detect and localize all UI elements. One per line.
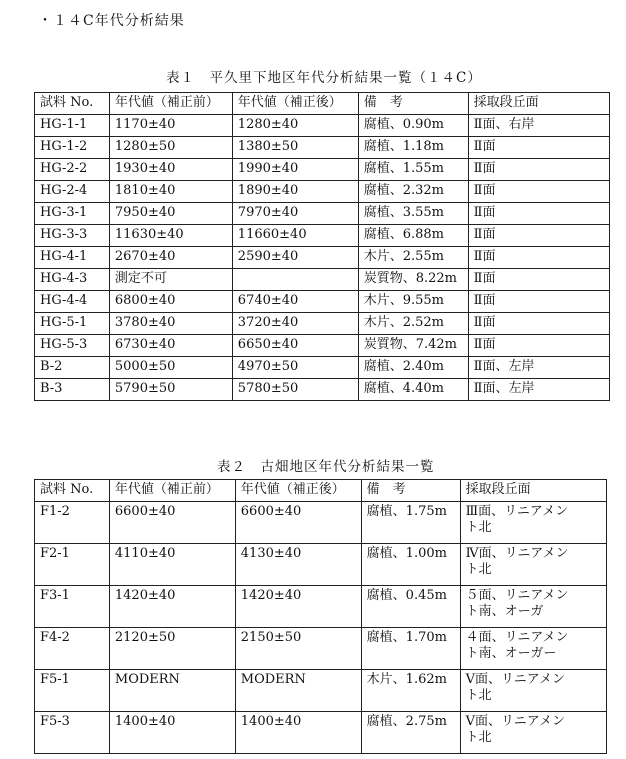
table-cell: 腐植、1.70m (361, 628, 460, 670)
column-header: 年代値（補正前） (109, 480, 235, 502)
table-cell: 木片、1.62m (361, 670, 460, 712)
table-cell: 測定不可 (109, 269, 232, 291)
table-cell: HG-5-1 (35, 313, 110, 335)
table-cell: 1810±40 (109, 181, 232, 203)
table-cell: HG-5-3 (35, 335, 110, 357)
terrace-line-2: ト南、オーガー (465, 646, 557, 661)
table-cell: F5-1 (35, 670, 110, 712)
table-cell: Ⅱ面 (468, 159, 609, 181)
table-cell: 腐植、6.88m (358, 225, 468, 247)
table-row (35, 115, 610, 137)
table-row (35, 159, 610, 181)
table-row (35, 247, 610, 269)
column-header: 年代値（補正後） (235, 480, 361, 502)
table-cell: 腐植、1.55m (358, 159, 468, 181)
table-cell-terrace (460, 712, 606, 754)
table2-caption: 表２ 古畑地区年代分析結果一覧 (217, 459, 435, 475)
table-cell: HG-4-3 (35, 269, 110, 291)
table-cell: 7950±40 (109, 203, 232, 225)
terrace-line-1: Ⅴ面、リニアメン (465, 714, 565, 729)
table-cell: MODERN (109, 670, 235, 712)
table-cell: 1400±40 (109, 712, 235, 754)
table-cell: 腐植、0.90m (358, 115, 468, 137)
table-cell: 腐植、1.18m (358, 137, 468, 159)
table-cell: 1280±40 (232, 115, 358, 137)
table-cell: 11630±40 (109, 225, 232, 247)
terrace-line-1: Ⅴ面、リニアメン (465, 672, 565, 687)
table-cell: F2-1 (35, 544, 110, 586)
terrace-line-2: ト北 (465, 520, 492, 535)
table-row (35, 269, 610, 291)
table-cell: 5790±50 (109, 379, 232, 401)
table-header-row (35, 93, 610, 115)
table-cell: 腐植、1.00m (361, 544, 460, 586)
terrace-line-1: Ⅲ面、リニアメン (465, 504, 569, 519)
table-cell: B-3 (35, 379, 110, 401)
table-cell: 4970±50 (232, 357, 358, 379)
table-cell: 1400±40 (235, 712, 361, 754)
table-cell: 4110±40 (109, 544, 235, 586)
table-cell: F1-2 (35, 502, 110, 544)
table-cell: Ⅱ面 (468, 225, 609, 247)
table-cell: 腐植、2.40m (358, 357, 468, 379)
column-header: 採取段丘面 (460, 480, 606, 502)
table-cell: 1380±50 (232, 137, 358, 159)
table-cell: 木片、2.55m (358, 247, 468, 269)
table-cell: 5780±50 (232, 379, 358, 401)
table-row (35, 203, 610, 225)
column-header: 備 考 (358, 93, 468, 115)
table-row (35, 357, 610, 379)
table-header-row (35, 480, 607, 502)
terrace-line-1: ５面、リニアメン (465, 588, 569, 603)
table-cell: 腐植、1.75m (361, 502, 460, 544)
table-cell: HG-2-2 (35, 159, 110, 181)
table-cell-terrace (460, 544, 606, 586)
table-cell: 2150±50 (235, 628, 361, 670)
table-cell: 腐植、0.45m (361, 586, 460, 628)
table-cell: 腐植、3.55m (358, 203, 468, 225)
table-cell-terrace (460, 628, 606, 670)
terrace-line-2: ト北 (465, 688, 492, 703)
table-cell: 6600±40 (235, 502, 361, 544)
table-cell: HG-4-4 (35, 291, 110, 313)
table-row (35, 379, 610, 401)
terrace-line-2: ト北 (465, 730, 492, 745)
table-cell: HG-4-1 (35, 247, 110, 269)
table-cell: 1930±40 (109, 159, 232, 181)
table-cell: HG-3-1 (35, 203, 110, 225)
table-row (35, 502, 607, 544)
table-cell: 1420±40 (235, 586, 361, 628)
table-cell: Ⅱ面 (468, 335, 609, 357)
table-row (35, 137, 610, 159)
table-cell: 2120±50 (109, 628, 235, 670)
table-cell: 2670±40 (109, 247, 232, 269)
table-cell: Ⅱ面、左岸 (468, 379, 609, 401)
table-cell: F5-3 (35, 712, 110, 754)
table-cell: F3-1 (35, 586, 110, 628)
table-cell: 6740±40 (232, 291, 358, 313)
table-cell: 4130±40 (235, 544, 361, 586)
table-cell: 1420±40 (109, 586, 235, 628)
table-cell: 1890±40 (232, 181, 358, 203)
table-row (35, 586, 607, 628)
terrace-line-2: ト北 (465, 562, 492, 577)
table-cell: Ⅱ面 (468, 181, 609, 203)
table-cell: 11660±40 (232, 225, 358, 247)
table-cell: HG-3-3 (35, 225, 110, 247)
table-row (35, 544, 607, 586)
table-cell: 3720±40 (232, 313, 358, 335)
table-cell: Ⅱ面 (468, 247, 609, 269)
table-row (35, 313, 610, 335)
table-cell: 腐植、4.40m (358, 379, 468, 401)
table-cell: 1280±50 (109, 137, 232, 159)
table-cell: F4-2 (35, 628, 110, 670)
table-cell: 炭質物、8.22m (358, 269, 468, 291)
table-cell: 6650±40 (232, 335, 358, 357)
table-cell: HG-1-2 (35, 137, 110, 159)
table-cell: 3780±40 (109, 313, 232, 335)
table-cell: B-2 (35, 357, 110, 379)
table-cell: 5000±50 (109, 357, 232, 379)
table-cell: 7970±40 (232, 203, 358, 225)
table-cell: MODERN (235, 670, 361, 712)
table-row (35, 225, 610, 247)
table-row (35, 712, 607, 754)
table-cell: 木片、9.55m (358, 291, 468, 313)
table-cell-terrace (460, 670, 606, 712)
table-row (35, 181, 610, 203)
table-row (35, 628, 607, 670)
table-cell-terrace (460, 586, 606, 628)
terrace-line-1: Ⅳ面、リニアメン (465, 546, 569, 561)
table-cell: HG-2-4 (35, 181, 110, 203)
table-cell: 6600±40 (109, 502, 235, 544)
table-cell: Ⅱ面 (468, 313, 609, 335)
column-header: 備 考 (361, 480, 460, 502)
table-cell: 2590±40 (232, 247, 358, 269)
column-header: 年代値（補正前） (109, 93, 232, 115)
table-cell: 炭質物、7.42m (358, 335, 468, 357)
table-cell: 腐植、2.32m (358, 181, 468, 203)
column-header: 試料 No. (35, 93, 110, 115)
table-cell: Ⅱ面 (468, 203, 609, 225)
terrace-line-1: ４面、リニアメン (465, 630, 569, 645)
table-cell-terrace (460, 502, 606, 544)
table-row (35, 335, 610, 357)
table-cell: 1990±40 (232, 159, 358, 181)
table-cell: Ⅱ面 (468, 291, 609, 313)
table-cell: HG-1-1 (35, 115, 110, 137)
table-cell: Ⅱ面、右岸 (468, 115, 609, 137)
terrace-line-2: ト南、オーガ (465, 604, 544, 619)
table-cell: Ⅱ面、左岸 (468, 357, 609, 379)
table-cell: 腐植、2.75m (361, 712, 460, 754)
table-cell: 6730±40 (109, 335, 232, 357)
table-cell: 木片、2.52m (358, 313, 468, 335)
section-title: ・１４C年代分析結果 (38, 13, 185, 29)
table-cell (232, 269, 358, 291)
table-row (35, 291, 610, 313)
table-cell: 6800±40 (109, 291, 232, 313)
table1-caption: 表１ 平久里下地区年代分析結果一覧（１４C） (166, 70, 482, 86)
table-cell: 1170±40 (109, 115, 232, 137)
column-header: 試料 No. (35, 480, 110, 502)
table-cell: Ⅱ面 (468, 137, 609, 159)
table1 (34, 92, 610, 401)
table-cell: Ⅱ面 (468, 269, 609, 291)
table-row (35, 670, 607, 712)
column-header: 年代値（補正後） (232, 93, 358, 115)
column-header: 採取段丘面 (468, 93, 609, 115)
table2 (34, 479, 607, 754)
